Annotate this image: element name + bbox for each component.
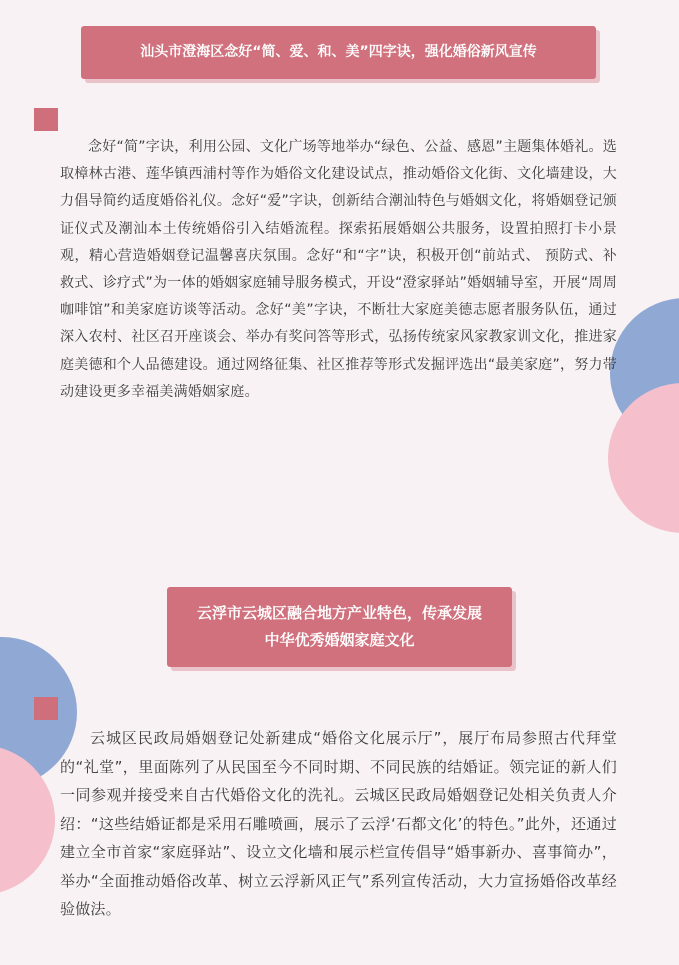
section2-body: 云城区民政局婚姻登记处新建成“婚俗文化展示厅”，展厅布局参照古代拜堂的“礼堂”，里面陈列了从民国至今不同时期、不同民族的结婚证。领完证的新人们一同参观并接受来自古代婚俗文化的洗礼。云城区民政局婚姻登记处相关负责人介绍：“这些结婚证都是采用石雕喷画，展示了云浮‘石都文化’的特色。”此外，还通过建立全市首家“家庭驿站”、设立文化墙和展示栏宣传倡导“婚事新办、喜事简办”，举办“全面推动婚俗改革、树立云浮新风正气”系列宣传活动，大力宣扬婚俗改革经验做法。 [60, 729, 617, 918]
section2-title-line2: 中华优秀婚姻家庭文化 [264, 631, 415, 649]
section1-body: 念好“简”字诀，利用公园、文化广场等地举办“绿色、公益、感恩”主题集体婚礼。选取樟林古港、莲华镇西浦村等作为婚俗文化建设试点，推动婚俗文化街、文化墙建设，大力倡导简约适度婚俗礼仪。念好“爱”字诀，创新结合潮汕特色与婚姻文化，将婚姻登记颁证仪式及潮汕本土传统婚俗引入结婚流程。探索拓展婚姻公共服务，设置拍照打卡小景观，精心营造婚姻登记温馨喜庆氛围。念好“和“字”诀，积极开创“前站式、 预防式、补救式、诊疗式”为一体的婚姻家庭辅导服务模式，开设“澄家驿站”婚姻辅导室，开展“周周咖啡馆”和美家庭访谈等活动。念好“美”字诀，不断壮大家庭美德志愿者服务队伍，通过深入农村、社区召开座谈会、举办有奖问答等形式，弘扬传统家风家教家训文化，推进家庭美德和个人品德建设。通过网络征集、社区推荐等形式发掘评选出“最美家庭”，努力带动建设更多幸福美满婚姻家庭。 [60, 139, 617, 400]
section2-title-line1: 云浮市云城区融合地方产业特色，传承发展 [196, 604, 482, 622]
section1-title: 汕头市澄海区念好“简、爱、和、美”四字诀，强化婚俗新风宣传 [81, 26, 596, 79]
section1-marker-square [34, 108, 58, 131]
section2-marker-square [34, 697, 58, 720]
section2-title [167, 587, 512, 667]
